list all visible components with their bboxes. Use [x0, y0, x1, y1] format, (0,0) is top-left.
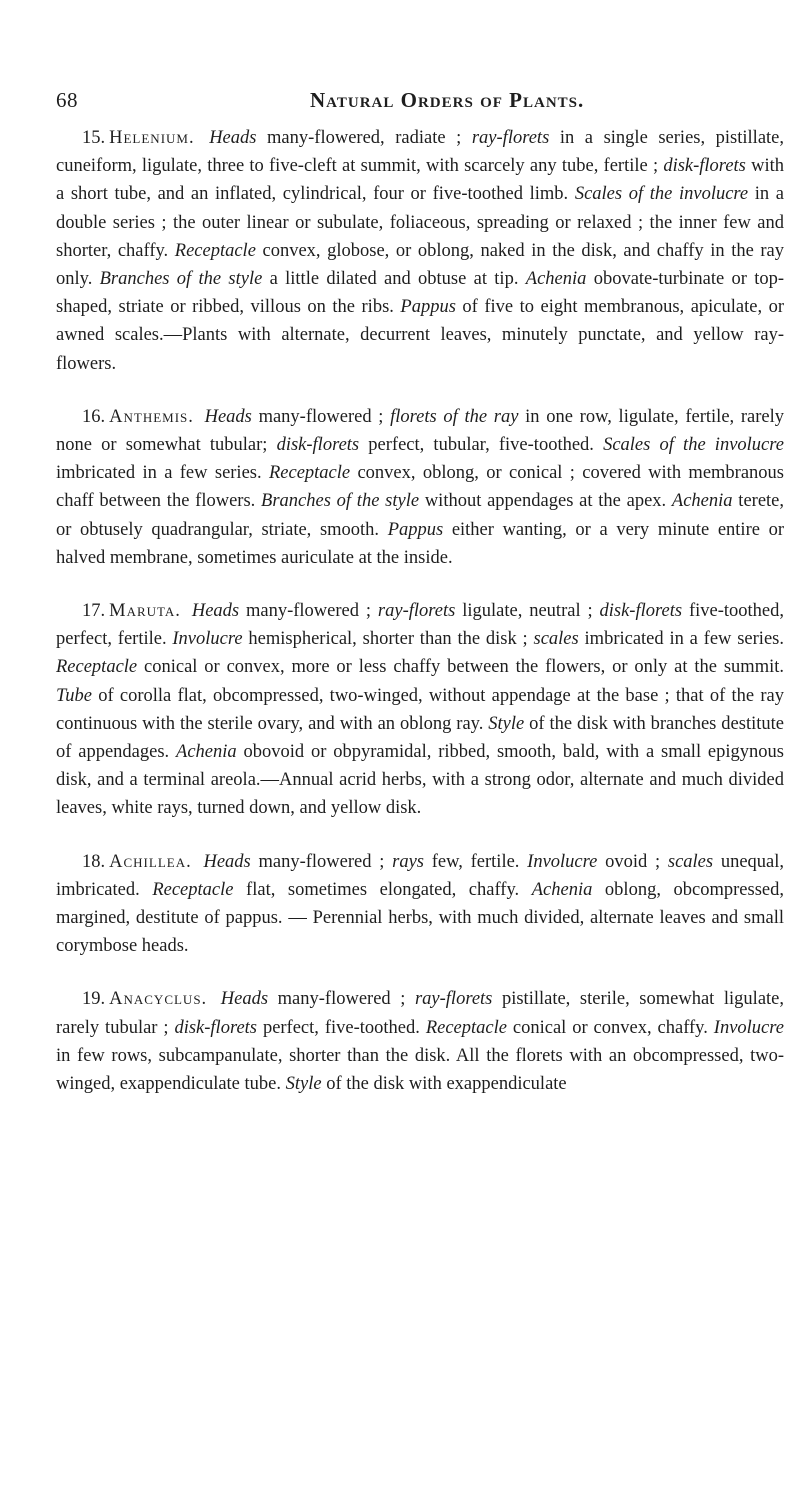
- botanical-term: Heads: [220, 989, 269, 1010]
- description-text: five-toothed, perfect, fertile.: [56, 601, 784, 650]
- botanical-term: Receptacle: [56, 657, 138, 678]
- botanical-term: Receptacle: [152, 879, 234, 900]
- description-text: ligulate, neutral ;: [455, 601, 600, 622]
- description-text: in a double series ; the outer linear or subulate, foliaceous, spreading or relaxed ; the inner few and shorter, chaffy.: [56, 184, 785, 261]
- description-text: convex, oblong, or conical ; covered with membranous chaff between the flowers.: [56, 463, 784, 512]
- description-text: conical or convex, chaffy.: [506, 1017, 714, 1038]
- description-text: unequal, imbricated.: [56, 851, 785, 900]
- description-text: [211, 989, 221, 1009]
- botanical-term: Style: [488, 713, 525, 734]
- botanical-term: ray-florets: [377, 601, 456, 622]
- botanical-term: disk-florets: [276, 435, 360, 456]
- botanical-term: Receptacle: [174, 240, 256, 261]
- description-text: of the disk with exappendiculate: [321, 1074, 567, 1095]
- botanical-term: Pappus: [400, 297, 456, 318]
- description-text: hemispherical, shorter than the disk ;: [242, 629, 534, 650]
- botanical-term: scales: [667, 851, 714, 872]
- description-text: many-flowered ;: [268, 989, 415, 1010]
- botanical-term: Heads: [191, 601, 240, 622]
- description-text: with a short tube, and an inflated, cylindrical, four or five-toothed limb.: [56, 156, 784, 205]
- running-title: Natural Orders of Plants.: [310, 88, 585, 112]
- description-text: conical or convex, more or less chaffy between the flowers, or only at the summit.: [137, 657, 784, 678]
- description-text: in few rows, subcampanulate, shorter than the disk. All the florets with an obcompressed, two-winged, exappendiculate tube.: [56, 1045, 784, 1095]
- botanical-term: disk-florets: [663, 156, 746, 177]
- botanical-term: Style: [285, 1074, 322, 1095]
- description-text: many-flowered ;: [239, 601, 378, 622]
- running-head: [56, 88, 784, 124]
- botanical-term: Branches of the style: [99, 269, 263, 290]
- botanical-term: Heads: [203, 851, 251, 872]
- page-number: 68: [56, 88, 78, 112]
- genus-name: Anacyclus.: [109, 989, 208, 1010]
- description-text: imbricated in a few series.: [56, 463, 269, 484]
- description-text: of five to eight membranous, apiculate, or awned scales.—Plants with alternate, decurrent leaves, minutely punctate, and yellow ray-flowers.: [56, 297, 784, 374]
- entry-number: 18.: [82, 851, 106, 872]
- description-text: [199, 128, 210, 148]
- botanical-term: disk-florets: [174, 1017, 258, 1038]
- description-text: in a single series, pistillate, cuneiform, ligulate, three to five-cleft at summit, with scarcely any tube, fertile ;: [56, 128, 785, 177]
- botanical-term: Branches of the style: [261, 491, 420, 512]
- description-text: without appendages at the apex.: [419, 491, 672, 512]
- description-text: many-flowered ;: [250, 851, 393, 872]
- description-text: convex, globose, or oblong, naked in the disk, and chaffy in the ray only.: [56, 240, 784, 290]
- botanical-term: florets of the ray: [390, 406, 519, 427]
- botanical-term: ray-florets: [414, 989, 493, 1010]
- botanical-term: Pappus: [387, 519, 444, 540]
- genus-entry: [56, 597, 784, 823]
- description-text: in one row, ligulate, fertile, rarely none or somewhat tubular;: [56, 406, 784, 456]
- genus-entry: [56, 403, 784, 572]
- description-text: flat, sometimes elongated, chaffy.: [233, 879, 532, 900]
- botanical-term: Tube: [56, 685, 92, 706]
- botanical-term: Achenia: [176, 742, 237, 763]
- botanical-term: Scales of the involucre: [574, 184, 749, 205]
- botanical-term: Involucre: [172, 629, 243, 650]
- description-text: terete, or obtusely quadrangular, striate, smooth.: [56, 491, 785, 540]
- description-text: ovoid ;: [597, 851, 668, 872]
- botanical-term: ray-florets: [471, 128, 550, 148]
- description-text: of the disk with branches destitute of appendages.: [56, 713, 784, 763]
- genus-name: Maruta.: [109, 601, 181, 622]
- description-text: obovate-turbinate or top-shaped, striate or ribbed, villous on the ribs.: [56, 269, 784, 318]
- entry-number: 19.: [82, 989, 106, 1010]
- botanical-term: Receptacle: [268, 463, 351, 484]
- description-text: oblong, obcompressed, margined, destitute of pappus. — Perennial herbs, with much divided, alternate leaves and small corymbose heads.: [56, 879, 785, 957]
- description-text: few, fertile.: [424, 851, 528, 872]
- description-text: either wanting, or a very minute entire or halved membrane, sometimes auriculate at the inside.: [56, 519, 784, 568]
- description-text: many-flowered ;: [251, 406, 391, 427]
- description-text: pistillate, sterile, somewhat ligulate, rarely tubular ;: [56, 989, 785, 1038]
- genus-entry: [56, 985, 784, 1098]
- entry-number: 15.: [82, 128, 106, 148]
- botanical-term: Heads: [209, 128, 257, 148]
- botanical-term: Receptacle: [425, 1017, 507, 1038]
- description-text: imbricated in a few series.: [578, 629, 784, 650]
- book-page: [56, 88, 784, 1123]
- botanical-term: Involucre: [713, 1017, 784, 1038]
- botanical-term: Scales of the involucre: [603, 435, 784, 456]
- description-text: a little dilated and obtuse at tip.: [262, 269, 526, 290]
- botanical-term: Achenia: [525, 269, 587, 290]
- genus-entries: [56, 124, 784, 1098]
- description-text: [185, 601, 192, 621]
- description-text: perfect, tubular, five-toothed.: [359, 435, 604, 456]
- description-text: obovoid or obpyramidal, ribbed, smooth, bald, with a small epigynous disk, and a terminal areola.—Annual acrid herbs, with a strong odor, alternate and much divided leaves, white rays, turned down, and yellow disk.: [56, 742, 784, 819]
- genus-entry: [56, 848, 784, 961]
- botanical-term: Achenia: [531, 879, 593, 900]
- description-text: of corolla flat, obcompressed, two-winged, without appendage at the base ; that of the ray continuous with the sterile ovary, and with an oblong ray.: [56, 685, 784, 734]
- genus-name: Achillea.: [109, 851, 192, 872]
- genus-entry: [56, 124, 784, 378]
- description-text: many-flowered, radiate ;: [256, 128, 472, 148]
- botanical-term: scales: [533, 629, 579, 650]
- botanical-term: Heads: [204, 406, 252, 427]
- entry-number: 16.: [82, 406, 106, 427]
- botanical-term: rays: [392, 851, 424, 872]
- botanical-term: Involucre: [527, 851, 598, 872]
- description-text: [198, 407, 205, 427]
- description-text: perfect, five-toothed.: [257, 1017, 426, 1038]
- genus-name: Anthemis.: [109, 406, 194, 427]
- botanical-term: disk-florets: [599, 601, 683, 622]
- botanical-term: Achenia: [671, 491, 733, 512]
- entry-number: 17.: [82, 601, 106, 622]
- genus-name: Helenium.: [109, 128, 195, 148]
